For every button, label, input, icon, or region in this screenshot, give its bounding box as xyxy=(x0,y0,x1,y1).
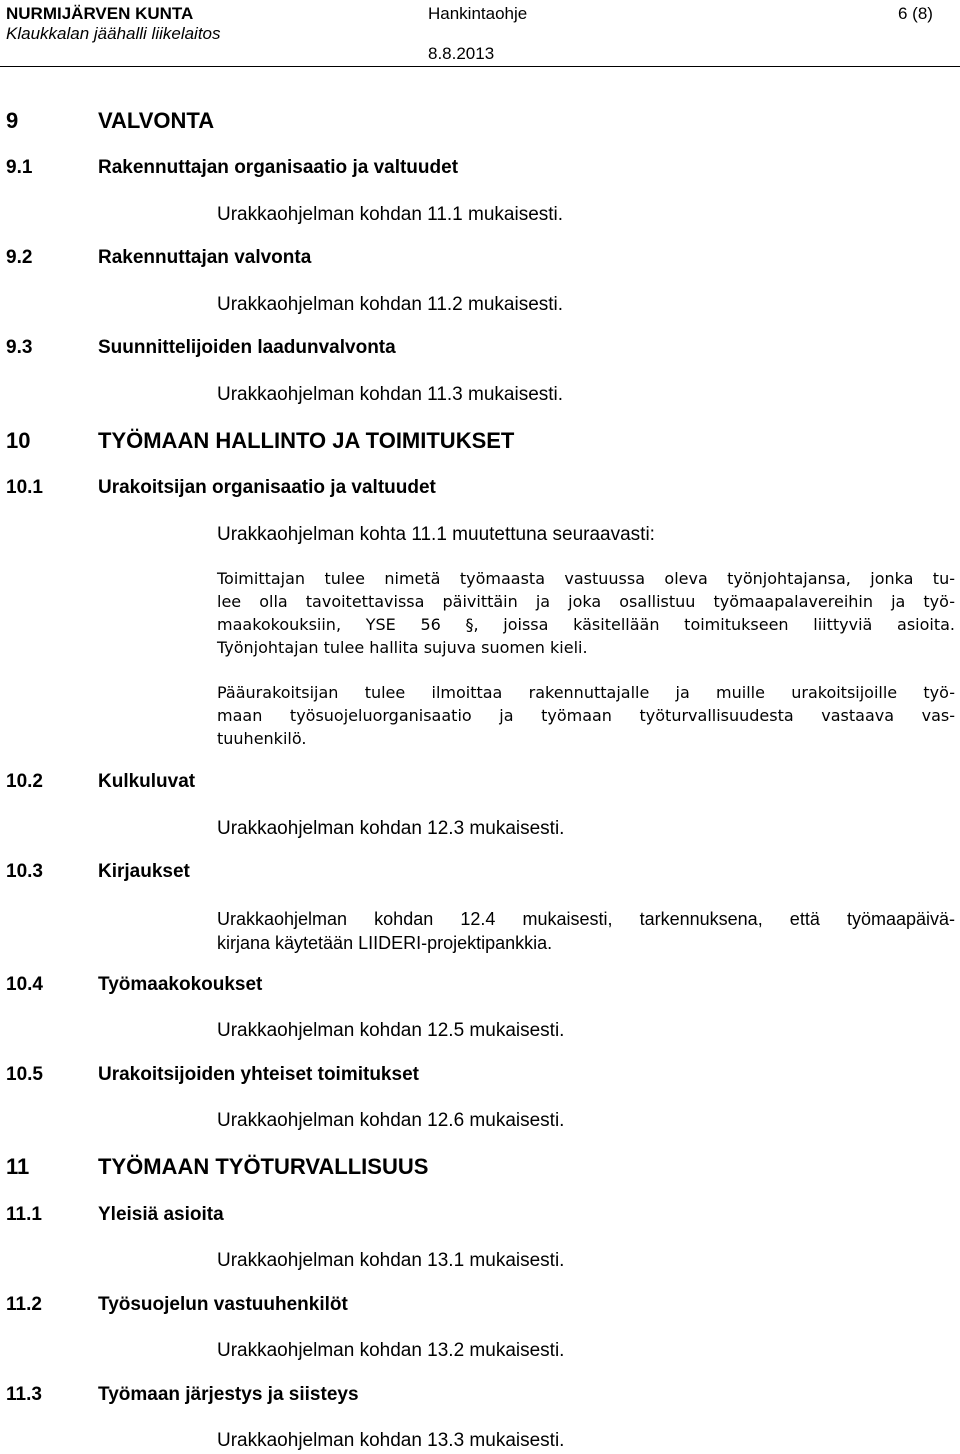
section-reference-diary xyxy=(217,907,955,955)
paragraph-line: maan työsuojeluorganisaatio ja työmaan työturvallisuudesta vastaava vas- xyxy=(217,706,955,725)
organization-unit: Klaukkalan jäähalli liikelaitos xyxy=(6,24,221,43)
section-reference: Urakkaohjelman kohdan 11.3 mukaisesti. xyxy=(217,384,564,405)
section-reference: Urakkaohjelman kohdan 13.3 mukaisesti. xyxy=(217,1430,565,1451)
paragraph-line: kirjana käytetään LIIDERI-projektipankkia. xyxy=(217,933,553,953)
heading-number: 11 xyxy=(6,1154,30,1179)
heading-title: Rakennuttajan valvonta xyxy=(98,247,312,268)
section-reference: Urakkaohjelman kohdan 12.3 mukaisesti. xyxy=(217,818,565,839)
heading-title: Työsuojelun vastuuhenkilöt xyxy=(98,1294,348,1315)
document-type: Hankintaohje xyxy=(428,4,528,23)
heading-number: 10.3 xyxy=(6,861,43,882)
heading-number: 9.2 xyxy=(6,247,33,268)
heading-number: 10.2 xyxy=(6,771,43,792)
heading-10-2 xyxy=(0,771,960,799)
heading-number: 11.2 xyxy=(6,1294,42,1315)
heading-10-4 xyxy=(0,974,960,1002)
heading-number: 11.3 xyxy=(6,1384,42,1405)
section-reference: Urakkaohjelman kohdan 11.2 mukaisesti. xyxy=(217,294,564,315)
heading-number: 9 xyxy=(6,108,19,133)
heading-11-2 xyxy=(0,1294,960,1322)
heading-title: Yleisiä asioita xyxy=(98,1204,224,1225)
section-reference: Urakkaohjelman kohdan 11.1 mukaisesti. xyxy=(217,204,564,225)
heading-title: Urakoitsijan organisaatio ja valtuudet xyxy=(98,477,436,498)
heading-9-2 xyxy=(0,247,960,275)
heading-title: Rakennuttajan organisaatio ja valtuudet xyxy=(98,157,459,178)
heading-10-5 xyxy=(0,1064,960,1092)
heading-9 xyxy=(0,108,960,136)
heading-number: 11.1 xyxy=(6,1204,42,1225)
heading-title: VALVONTA xyxy=(98,108,215,133)
heading-title: Työmaan järjestys ja siisteys xyxy=(98,1384,359,1405)
heading-title: TYÖMAAN TYÖTURVALLISUUS xyxy=(98,1154,429,1179)
paragraph-site-supervisor xyxy=(217,567,955,659)
paragraph-line: Pääurakoitsijan tulee ilmoittaa rakennuttajalle ja muille urakoitsijoille työ- xyxy=(217,683,955,702)
paragraph-line: Urakkaohjelman kohdan 12.4 mukaisesti, tarkennuksena, että työmaapäivä- xyxy=(217,909,955,929)
heading-9-1 xyxy=(0,157,960,185)
heading-10-1 xyxy=(0,477,960,505)
document-date: 8.8.2013 xyxy=(428,44,495,63)
heading-title: Suunnittelijoiden laadunvalvonta xyxy=(98,337,396,358)
heading-number: 10 xyxy=(6,428,31,453)
paragraph-line: tuuhenkilö. xyxy=(217,729,307,748)
organization-name: NURMIJÄRVEN KUNTA xyxy=(6,4,194,23)
header-divider xyxy=(0,66,960,67)
heading-11-1 xyxy=(0,1204,960,1232)
heading-9-3 xyxy=(0,337,960,365)
heading-11 xyxy=(0,1154,960,1182)
heading-11-3 xyxy=(0,1384,960,1412)
heading-number: 9.3 xyxy=(6,337,33,358)
heading-title: Urakoitsijoiden yhteiset toimitukset xyxy=(98,1064,419,1085)
section-reference: Urakkaohjelman kohdan 13.2 mukaisesti. xyxy=(217,1340,565,1361)
heading-number: 9.1 xyxy=(6,157,33,178)
page-number: 6 (8) xyxy=(898,4,933,23)
paragraph-safety-organisation xyxy=(217,681,955,750)
heading-10 xyxy=(0,428,960,456)
heading-10-3 xyxy=(0,861,960,889)
heading-number: 10.1 xyxy=(6,477,43,498)
paragraph-line: maakokouksiin, YSE 56 §, joissa käsitellään toimitukseen liittyviä asioita. xyxy=(217,615,955,634)
heading-title: Työmaakokoukset xyxy=(98,974,263,995)
heading-title: TYÖMAAN HALLINTO JA TOIMITUKSET xyxy=(98,428,515,453)
heading-number: 10.4 xyxy=(6,974,43,995)
heading-title: Kulkuluvat xyxy=(98,771,196,792)
heading-title: Kirjaukset xyxy=(98,861,190,882)
heading-number: 10.5 xyxy=(6,1064,43,1085)
section-reference: Urakkaohjelman kohta 11.1 muutettuna seuraavasti: xyxy=(217,524,655,545)
paragraph-line: Toimittajan tulee nimetä työmaasta vastuussa oleva työnjohtajansa, jonka tu- xyxy=(217,569,955,588)
paragraph-line: Työnjohtajan tulee hallita sujuva suomen kieli. xyxy=(217,638,588,657)
section-reference: Urakkaohjelman kohdan 12.6 mukaisesti. xyxy=(217,1110,565,1131)
section-reference: Urakkaohjelman kohdan 13.1 mukaisesti. xyxy=(217,1250,565,1271)
section-reference: Urakkaohjelman kohdan 12.5 mukaisesti. xyxy=(217,1020,565,1041)
paragraph-line: lee olla tavoitettavissa päivittäin ja joka osallistuu työmaapalavereihin ja työ- xyxy=(217,592,955,611)
